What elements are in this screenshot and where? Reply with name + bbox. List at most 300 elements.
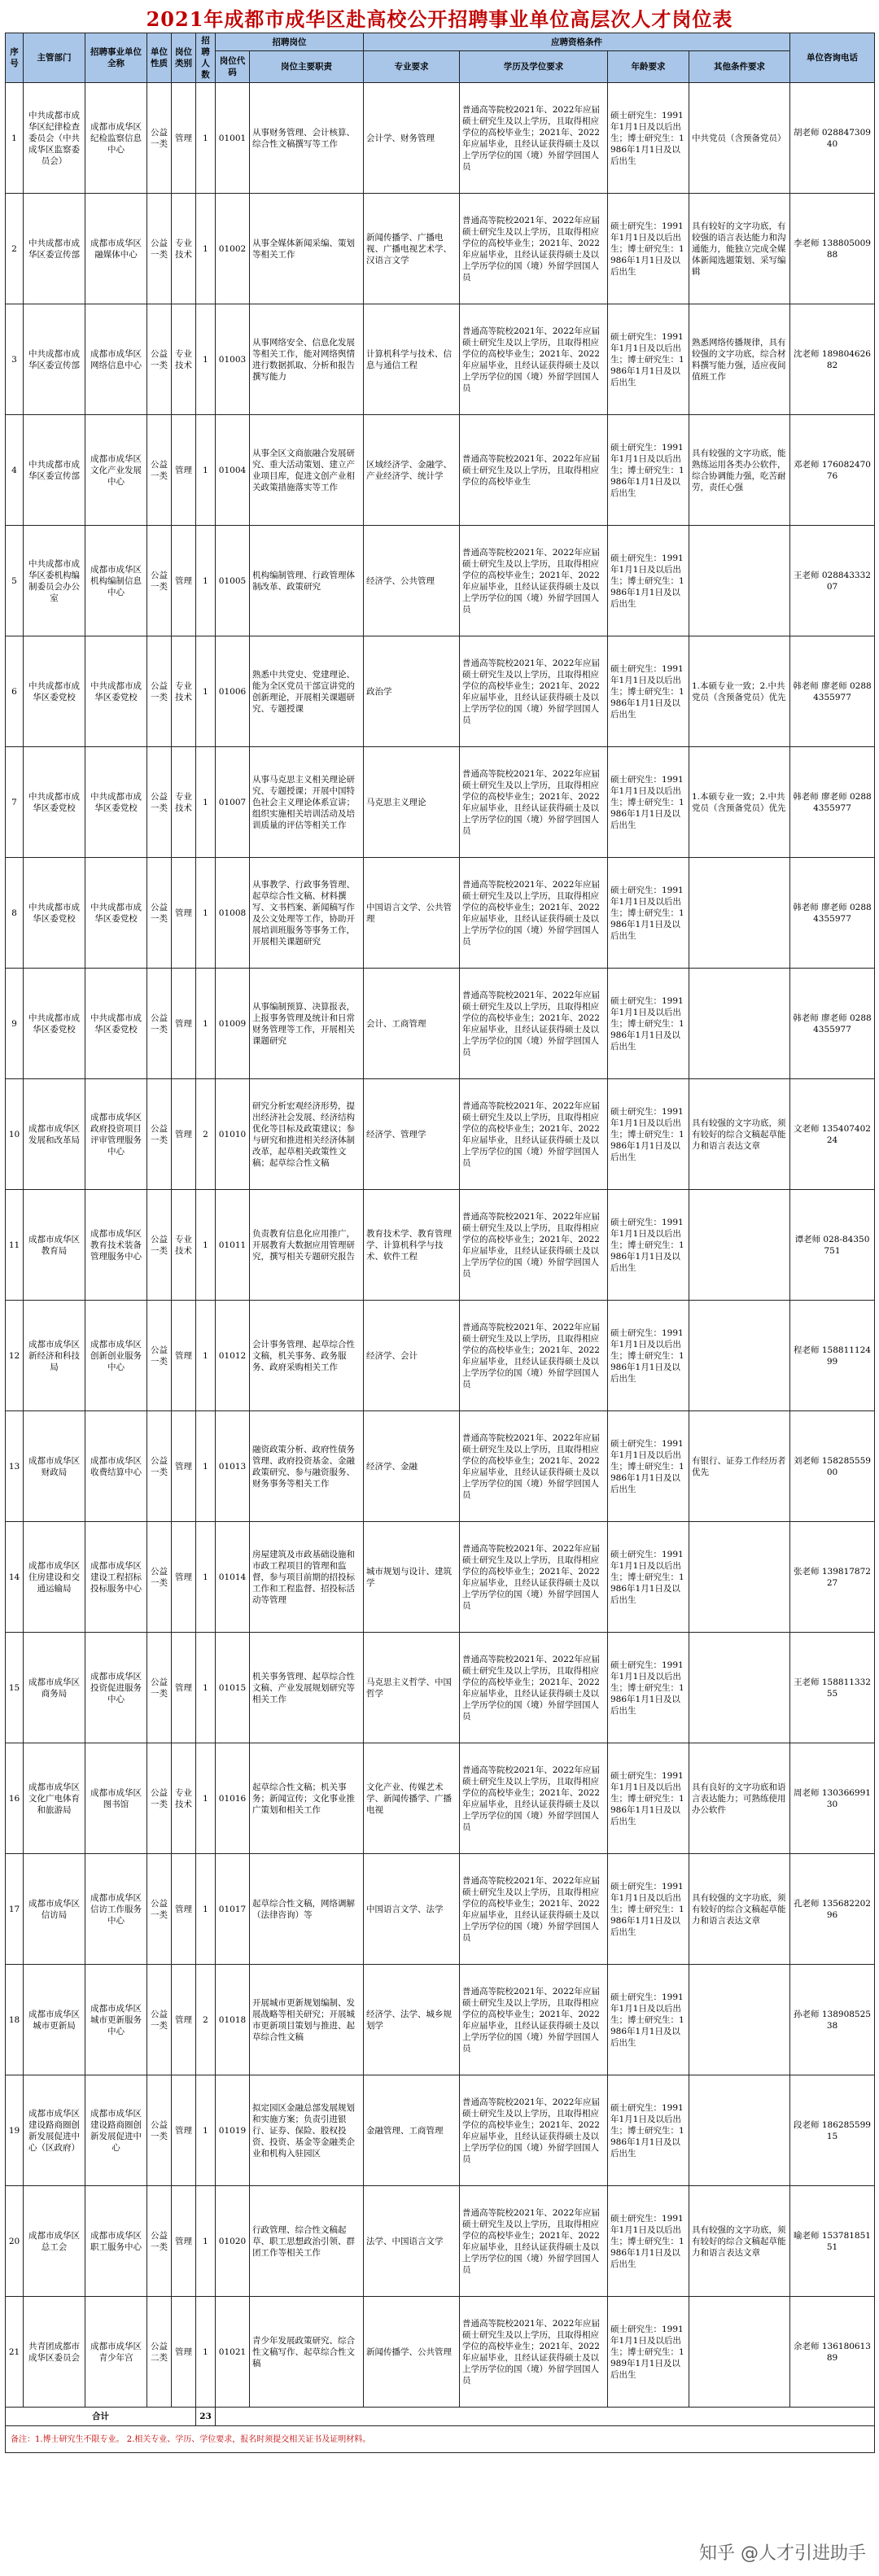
table-row (6, 1522, 875, 1633)
cell-other: 1.本硕专业一致；2.中共党员（含预备党员）优先 (689, 747, 790, 858)
cell-major: 计算机科学与技术、信息与通信工程 (364, 304, 460, 415)
cell-phone: 谭老师 028-84350751 (790, 1190, 875, 1301)
cell-phone: 孙老师 13890852538 (790, 1965, 875, 2075)
cell-ptype: 管理 (172, 858, 196, 969)
cell-duty: 从事马克思主义相关理论研究、专题授课；开展中国特色社会主义理论体系宣讲；组织实施相关培训活动及培训质量的评估等相关工作 (250, 747, 364, 858)
cell-code: 01021 (216, 2297, 250, 2408)
header-group-req: 应聘资格条件 (364, 33, 790, 51)
cell-edu: 普通高等院校2021年、2022年应届硕士研究生及以上学历，且取得相应学位的高校毕业生；2021年、2022年应届毕业，且经认证获得硕士及以上学历学位的国（境）外留学回国人员 (460, 2297, 608, 2408)
cell-duty: 从事财务管理、会计核算、综合性文稿撰写等工作 (250, 83, 364, 194)
cell-other: 中共党员（含预备党员） (689, 83, 790, 194)
header-nature: 单位性质 (147, 33, 172, 83)
cell-unit: 成都市成华区建设工程招标投标服务中心 (85, 1522, 147, 1633)
cell-duty: 从事全区文商旅融合发展研究、重大活动策划、建立产业项目库，促进文创产业相关政策措施落实等工作 (250, 415, 364, 526)
cell-ptype: 专业技术 (172, 1190, 196, 1301)
table-row (6, 1965, 875, 2075)
cell-major: 金融管理、工商管理 (364, 2075, 460, 2186)
cell-count: 1 (196, 1301, 216, 1411)
cell-ptype: 管理 (172, 83, 196, 194)
cell-age: 硕士研究生：1991年1月1日及以后出生；博士研究生：1986年1月1日及以后出生 (608, 304, 689, 415)
cell-major: 中国语言文学、法学 (364, 1854, 460, 1965)
cell-unit: 成都市成华区建设路商圈创新发展促进中心 (85, 2075, 147, 2186)
positions-table (5, 33, 875, 2453)
cell-age: 硕士研究生：1991年1月1日及以后出生；博士研究生：1986年1月1日及以后出生 (608, 526, 689, 636)
cell-ptype: 管理 (172, 415, 196, 526)
cell-major: 经济学、会计 (364, 1301, 460, 1411)
table-body (6, 83, 875, 2408)
total-count: 23 (196, 2408, 216, 2426)
cell-seq: 18 (6, 1965, 24, 2075)
notes: 备注：1.博士研究生不限专业。 2.相关专业、学历、学位要求，报名时须提交相关证书及证明材料。 (6, 2426, 875, 2453)
cell-major: 法学、中国语言文学 (364, 2186, 460, 2297)
cell-dept: 中共成都市成华区委宣传部 (24, 304, 85, 415)
table-row (6, 526, 875, 636)
cell-seq: 12 (6, 1301, 24, 1411)
cell-major: 政治学 (364, 636, 460, 747)
cell-other: 具有良好的文字功底和语言表达能力；可熟练使用办公软件 (689, 1743, 790, 1854)
cell-dept: 成都市成华区文化广电体育和旅游局 (24, 1743, 85, 1854)
cell-phone: 张老师 13981787227 (790, 1522, 875, 1633)
cell-duty: 拟定园区金融总部发展规划和实施方案；负责引进银行、证券、保险、股权投资、投资、基金等金融类企业和机构入驻园区 (250, 2075, 364, 2186)
cell-edu: 普通高等院校2021年、2022年应届硕士研究生及以上学历，且取得相应学位的高校毕业生；2021年、2022年应届毕业，且经认证获得硕士及以上学历学位的国（境）外留学回国人员 (460, 1190, 608, 1301)
cell-age: 硕士研究生：1991年1月1日及以后出生；博士研究生：1986年1月1日及以后出生 (608, 1743, 689, 1854)
table-row (6, 1411, 875, 1522)
cell-duty: 从事教学、行政事务管理、起草综合性文稿、材料撰写、文书档案、新闻稿写作及公文处理等工作，协助开展培训班服务等事务工作，开展相关课题研究 (250, 858, 364, 969)
cell-unit: 中共成都市成华区委党校 (85, 858, 147, 969)
cell-unit: 成都市成华区纪检监察信息中心 (85, 83, 147, 194)
cell-major: 新闻传播学、广播电视、广播电视艺术学、汉语言文学 (364, 194, 460, 304)
cell-unit: 成都市成华区投资促进服务中心 (85, 1633, 147, 1743)
cell-count: 1 (196, 526, 216, 636)
cell-duty: 起草综合性文稿；机关事务；新闻宣传；文化事业推广策划和相关工作 (250, 1743, 364, 1854)
cell-edu: 普通高等院校2021年、2022年应届硕士研究生及以上学历，且取得相应学位的高校毕业生；2021年、2022年应届毕业，且经认证获得硕士及以上学历学位的国（境）外留学回国人员 (460, 636, 608, 747)
cell-ptype: 管理 (172, 1079, 196, 1190)
cell-phone: 孔老师 13568220296 (790, 1854, 875, 1965)
cell-phone: 韩老师 廖老师 02884355977 (790, 969, 875, 1079)
cell-age: 硕士研究生：1991年1月1日及以后出生；博士研究生：1986年1月1日及以后出生 (608, 1190, 689, 1301)
cell-other (689, 1522, 790, 1633)
cell-code: 01018 (216, 1965, 250, 2075)
cell-duty: 从事网络安全、信息化发展等相关工作，能对网络舆情进行数据抓取、分析和报告撰写能力 (250, 304, 364, 415)
cell-dept: 成都市成华区总工会 (24, 2186, 85, 2297)
cell-other (689, 526, 790, 636)
cell-age: 硕士研究生：1991年1月1日及以后出生；博士研究生：1986年1月1日及以后出生 (608, 636, 689, 747)
cell-edu: 普通高等院校2021年、2022年应届硕士研究生及以上学历，且取得相应学位的高校毕业生；2021年、2022年应届毕业，且经认证获得硕士及以上学历学位的国（境）外留学回国人员 (460, 1743, 608, 1854)
cell-age: 硕士研究生：1991年1月1日及以后出生；博士研究生：1986年1月1日及以后出生 (608, 969, 689, 1079)
cell-seq: 15 (6, 1633, 24, 1743)
table-row (6, 2297, 875, 2408)
cell-unit: 成都市成华区融媒体中心 (85, 194, 147, 304)
cell-age: 硕士研究生：1991年1月1日及以后出生；博士研究生：1986年1月1日及以后出生 (608, 1079, 689, 1190)
cell-ptype: 专业技术 (172, 636, 196, 747)
cell-edu: 普通高等院校2021年、2022年应届硕士研究生及以上学历，且取得相应学位的高校毕业生；2021年、2022年应届毕业，且经认证获得硕士及以上学历学位的国（境）外留学回国人员 (460, 1301, 608, 1411)
cell-code: 01006 (216, 636, 250, 747)
cell-nature: 公益一类 (147, 1743, 172, 1854)
cell-phone: 胡老师 028847309 40 (790, 83, 875, 194)
cell-count: 2 (196, 1965, 216, 2075)
cell-other: 有银行、证券工作经历者优先 (689, 1411, 790, 1522)
cell-seq: 1 (6, 83, 24, 194)
cell-nature: 公益一类 (147, 526, 172, 636)
header-duty: 岗位主要职责 (250, 51, 364, 83)
cell-dept: 中共成都市成华区委机构编制委员会办公室 (24, 526, 85, 636)
cell-age: 硕士研究生：1991年1月1日及以后出生；博士研究生：1986年1月1日及以后出生 (608, 1633, 689, 1743)
cell-other (689, 1190, 790, 1301)
header-seq: 序号 (6, 33, 24, 83)
cell-nature: 公益一类 (147, 1854, 172, 1965)
cell-other (689, 2075, 790, 2186)
cell-unit: 成都市成华区机构编制信息中心 (85, 526, 147, 636)
cell-count: 1 (196, 2297, 216, 2408)
cell-age: 硕士研究生：1991年1月1日及以后出生；博士研究生：1986年1月1日及以后出生 (608, 194, 689, 304)
cell-duty: 负责教育信息化应用推广，开展教育大数据应用管理研究，撰写相关专题研究报告 (250, 1190, 364, 1301)
cell-major: 新闻传播学、公共管理 (364, 2297, 460, 2408)
cell-nature: 公益一类 (147, 2186, 172, 2297)
cell-other: 具有较好的文字功底，有较强的语言表达能力和沟通能力，能独立完成全媒体新闻选题策划、采写编辑 (689, 194, 790, 304)
cell-dept: 成都市成华区商务局 (24, 1633, 85, 1743)
header-other: 其他条件要求 (689, 51, 790, 83)
cell-seq: 19 (6, 2075, 24, 2186)
cell-other: 熟悉网络传播规律，具有较强的文字功底，综合材料撰写能力强，适应夜间值班工作 (689, 304, 790, 415)
table-row (6, 194, 875, 304)
cell-other (689, 1633, 790, 1743)
cell-count: 1 (196, 83, 216, 194)
cell-count: 1 (196, 2186, 216, 2297)
cell-edu: 普通高等院校2021年、2022年应届硕士研究生及以上学历，且取得相应学位的高校毕业生；2021年、2022年应届毕业，且经认证获得硕士及以上学历学位的国（境）外留学回国人员 (460, 1522, 608, 1633)
cell-ptype: 管理 (172, 1301, 196, 1411)
cell-duty: 会计事务管理、起草综合性文稿，机关事务、政务服务、政府采购相关工作 (250, 1301, 364, 1411)
header-phone: 单位咨询电话 (790, 33, 875, 83)
cell-duty: 房屋建筑及市政基础设施和市政工程项目的管理和监督，参与项目前期的招投标工作和工程监督、招投标活动等管理 (250, 1522, 364, 1633)
header-dept: 主管部门 (24, 33, 85, 83)
cell-ptype: 管理 (172, 1965, 196, 2075)
cell-seq: 5 (6, 526, 24, 636)
cell-seq: 14 (6, 1522, 24, 1633)
cell-dept: 成都市成华区城市更新局 (24, 1965, 85, 2075)
cell-count: 2 (196, 1079, 216, 1190)
cell-duty: 从事全媒体新闻采编、策划等相关工作 (250, 194, 364, 304)
table-row (6, 1079, 875, 1190)
cell-unit: 成都市成华区文化产业发展中心 (85, 415, 147, 526)
cell-edu: 普通高等院校2021年、2022年应届硕士研究生及以上学历，且取得相应学位的高校毕业生；2021年、2022年应届毕业，且经认证获得硕士及以上学历学位的国（境）外留学回国人员 (460, 858, 608, 969)
table-row (6, 1743, 875, 1854)
cell-duty: 熟悉中共党史、党建理论、能为全区党员干部宣讲党的创新理论，开展相关课题研究、专题授课 (250, 636, 364, 747)
cell-count: 1 (196, 969, 216, 1079)
cell-ptype: 专业技术 (172, 1743, 196, 1854)
cell-ptype: 管理 (172, 2186, 196, 2297)
table-row (6, 1633, 875, 1743)
header-group-position: 招聘岗位 (216, 33, 364, 51)
cell-code: 01014 (216, 1522, 250, 1633)
cell-duty: 青少年发展政策研究、综合性文稿写作、起草综合性文稿 (250, 2297, 364, 2408)
cell-edu: 普通高等院校2021年、2022年应届硕士研究生及以上学历，且取得相应学位的高校毕业生 (460, 415, 608, 526)
cell-age: 硕士研究生：1991年1月1日及以后出生；博士研究生：1986年1月1日及以后出生 (608, 83, 689, 194)
cell-duty: 行政管理、综合性文稿起草、职工思想政治引领、群团工作等相关工作 (250, 2186, 364, 2297)
cell-unit: 成都市成华区信访工作服务中心 (85, 1854, 147, 1965)
cell-other: 具有较强的文字功底，能熟练运用各类办公软件，综合协调能力强，吃苦耐劳，责任心强 (689, 415, 790, 526)
cell-dept: 中共成都市成华区委宣传部 (24, 415, 85, 526)
cell-other (689, 969, 790, 1079)
cell-phone: 文老师 13540740224 (790, 1079, 875, 1190)
cell-edu: 普通高等院校2021年、2022年应届硕士研究生及以上学历，且取得相应学位的高校毕业生；2021年、2022年应届毕业，且经认证获得硕士及以上学历学位的国（境）外留学回国人员 (460, 1411, 608, 1522)
cell-seq: 7 (6, 747, 24, 858)
page-title: 2021年成都市成华区赴高校公开招聘事业单位高层次人才岗位表 (146, 7, 733, 31)
cell-age: 硕士研究生：1991年1月1日及以后出生；博士研究生：1986年1月1日及以后出生 (608, 747, 689, 858)
cell-ptype: 管理 (172, 1633, 196, 1743)
cell-ptype: 专业技术 (172, 304, 196, 415)
cell-dept: 成都市成华区财政局 (24, 1411, 85, 1522)
cell-major: 会计学、财务管理 (364, 83, 460, 194)
table-row (6, 1854, 875, 1965)
cell-code: 01004 (216, 415, 250, 526)
cell-count: 1 (196, 194, 216, 304)
cell-count: 1 (196, 858, 216, 969)
cell-edu: 普通高等院校2021年、2022年应届硕士研究生及以上学历，且取得相应学位的高校毕业生；2021年、2022年应届毕业，且经认证获得硕士及以上学历学位的国（境）外留学回国人员 (460, 1079, 608, 1190)
cell-nature: 公益一类 (147, 304, 172, 415)
cell-phone: 邓老师 17608247076 (790, 415, 875, 526)
total-blank (216, 2408, 875, 2426)
cell-major: 马克思主义理论 (364, 747, 460, 858)
cell-code: 01010 (216, 1079, 250, 1190)
cell-other (689, 1965, 790, 2075)
cell-unit: 成都市成华区城市更新服务中心 (85, 1965, 147, 2075)
cell-count: 1 (196, 1190, 216, 1301)
cell-code: 01008 (216, 858, 250, 969)
cell-other (689, 858, 790, 969)
cell-seq: 2 (6, 194, 24, 304)
cell-unit: 成都市成华区政府投资项目评审管理服务中心 (85, 1079, 147, 1190)
cell-phone: 韩老师 廖老师 02884355977 (790, 747, 875, 858)
cell-seq: 13 (6, 1411, 24, 1522)
cell-edu: 普通高等院校2021年、2022年应届硕士研究生及以上学历，且取得相应学位的高校毕业生；2021年、2022年应届毕业，且经认证获得硕士及以上学历学位的国（境）外留学回国人员 (460, 747, 608, 858)
cell-age: 硕士研究生：1991年1月1日及以后出生；博士研究生：1989年1月1日及以后出生 (608, 2297, 689, 2408)
cell-count: 1 (196, 1854, 216, 1965)
cell-dept: 中共成都市成华区委党校 (24, 858, 85, 969)
cell-age: 硕士研究生：1991年1月1日及以后出生；博士研究生：1986年1月1日及以后出生 (608, 2186, 689, 2297)
cell-phone: 李老师 13880500988 (790, 194, 875, 304)
cell-dept: 中共成都市成华区委党校 (24, 969, 85, 1079)
cell-nature: 公益一类 (147, 2075, 172, 2186)
cell-code: 01011 (216, 1190, 250, 1301)
cell-dept: 中共成都市成华区纪律检查委员会（中共成华区监察委员会） (24, 83, 85, 194)
cell-nature: 公益一类 (147, 969, 172, 1079)
cell-ptype: 专业技术 (172, 194, 196, 304)
cell-count: 1 (196, 304, 216, 415)
cell-unit: 中共成都市成华区委党校 (85, 747, 147, 858)
cell-major: 马克思主义哲学、中国哲学 (364, 1633, 460, 1743)
cell-unit: 成都市成华区青少年宫 (85, 2297, 147, 2408)
cell-age: 硕士研究生：1991年1月1日及以后出生；博士研究生：1986年1月1日及以后出生 (608, 858, 689, 969)
cell-duty: 从事编制预算、决算报表，上报事务管理及统计和日常财务管理等工作，开展相关课题研究 (250, 969, 364, 1079)
cell-duty: 开展城市更新规划编制、发展战略等相关研究；开展城市更新项目策划与推进、起草综合性文稿 (250, 1965, 364, 2075)
cell-code: 01019 (216, 2075, 250, 2186)
cell-ptype: 管理 (172, 969, 196, 1079)
cell-phone: 余老师 13618061389 (790, 2297, 875, 2408)
cell-edu: 普通高等院校2021年、2022年应届硕士研究生及以上学历，且取得相应学位的高校毕业生；2021年、2022年应届毕业，且经认证获得硕士及以上学历学位的国（境）外留学回国人员 (460, 1965, 608, 2075)
cell-nature: 公益一类 (147, 1190, 172, 1301)
cell-age: 硕士研究生：1991年1月1日及以后出生；博士研究生：1986年1月1日及以后出生 (608, 1301, 689, 1411)
cell-major: 中国语言文学、公共管理 (364, 858, 460, 969)
cell-count: 1 (196, 2075, 216, 2186)
cell-nature: 公益一类 (147, 1965, 172, 2075)
cell-code: 01013 (216, 1411, 250, 1522)
cell-age: 硕士研究生：1991年1月1日及以后出生；博士研究生：1986年1月1日及以后出生 (608, 2075, 689, 2186)
cell-age: 硕士研究生：1991年1月1日及以后出生；博士研究生：1986年1月1日及以后出生 (608, 1522, 689, 1633)
cell-unit: 成都市成华区图书馆 (85, 1743, 147, 1854)
cell-unit: 成都市成华区教育技术装备管理服务中心 (85, 1190, 147, 1301)
cell-phone: 刘老师 15828555900 (790, 1411, 875, 1522)
cell-dept: 中共成都市成华区委党校 (24, 636, 85, 747)
cell-dept: 共青团成都市成华区委员会 (24, 2297, 85, 2408)
table-row (6, 858, 875, 969)
cell-dept: 成都市成华区建设路商圈创新发展促进中心（区政府） (24, 2075, 85, 2186)
cell-duty: 机构编制管理、行政管理体制改革、政策研究 (250, 526, 364, 636)
cell-code: 01002 (216, 194, 250, 304)
cell-seq: 3 (6, 304, 24, 415)
cell-count: 1 (196, 1522, 216, 1633)
cell-major: 经济学、金融 (364, 1411, 460, 1522)
cell-code: 01012 (216, 1301, 250, 1411)
cell-nature: 公益一类 (147, 1411, 172, 1522)
cell-unit: 中共成都市成华区委党校 (85, 636, 147, 747)
cell-phone: 喻老师 15378185151 (790, 2186, 875, 2297)
cell-edu: 普通高等院校2021年、2022年应届硕士研究生及以上学历，且取得相应学位的高校毕业生；2021年、2022年应届毕业，且经认证获得硕士及以上学历学位的国（境）外留学回国人员 (460, 83, 608, 194)
cell-phone: 韩老师 廖老师 02884355977 (790, 636, 875, 747)
cell-dept: 成都市成华区新经济和科技局 (24, 1301, 85, 1411)
cell-seq: 20 (6, 2186, 24, 2297)
cell-major: 经济学、公共管理 (364, 526, 460, 636)
table-row (6, 636, 875, 747)
cell-other: 具有较强的文字功底，须有较好的综合文稿起草能力和语言表达文章 (689, 1854, 790, 1965)
cell-duty: 融资政策分析、政府性债务管理、政府投资基金、金融政策研究、参与融资服务、财务事务等相关工作 (250, 1411, 364, 1522)
cell-major: 城市规划与设计、建筑学 (364, 1522, 460, 1633)
header-major: 专业要求 (364, 51, 460, 83)
cell-count: 1 (196, 1743, 216, 1854)
cell-phone: 王老师 02884333207 (790, 526, 875, 636)
cell-nature: 公益一类 (147, 1633, 172, 1743)
cell-seq: 9 (6, 969, 24, 1079)
table-row (6, 969, 875, 1079)
table-row (6, 304, 875, 415)
header-age: 年龄要求 (608, 51, 689, 83)
table-row (6, 415, 875, 526)
cell-seq: 16 (6, 1743, 24, 1854)
cell-major: 教育技术学、教育管理学、计算机科学与技术、软件工程 (364, 1190, 460, 1301)
cell-other: 1.本硕专业一致；2.中共党员（含预备党员）优先 (689, 636, 790, 747)
table-row (6, 1301, 875, 1411)
cell-phone: 周老师 13036699130 (790, 1743, 875, 1854)
cell-ptype: 管理 (172, 2297, 196, 2408)
cell-edu: 普通高等院校2021年、2022年应届硕士研究生及以上学历，且取得相应学位的高校毕业生；2021年、2022年应届毕业，且经认证获得硕士及以上学历学位的国（境）外留学回国人员 (460, 194, 608, 304)
cell-code: 01009 (216, 969, 250, 1079)
header-edu: 学历及学位要求 (460, 51, 608, 83)
cell-other (689, 1301, 790, 1411)
cell-code: 01001 (216, 83, 250, 194)
table-row (6, 2186, 875, 2297)
cell-unit: 成都市成华区网络信息中心 (85, 304, 147, 415)
cell-nature: 公益二类 (147, 2297, 172, 2408)
cell-seq: 8 (6, 858, 24, 969)
cell-count: 1 (196, 636, 216, 747)
cell-unit: 成都市成华区创新创业服务中心 (85, 1301, 147, 1411)
cell-unit: 成都市成华区职工服务中心 (85, 2186, 147, 2297)
cell-ptype: 管理 (172, 1522, 196, 1633)
cell-code: 01017 (216, 1854, 250, 1965)
cell-nature: 公益一类 (147, 83, 172, 194)
cell-unit: 成都市成华区收费结算中心 (85, 1411, 147, 1522)
cell-age: 硕士研究生：1991年1月1日及以后出生；博士研究生：1986年1月1日及以后出生 (608, 1854, 689, 1965)
header-ptype: 岗位类别 (172, 33, 196, 83)
cell-major: 区域经济学、金融学、产业经济学、统计学 (364, 415, 460, 526)
cell-seq: 17 (6, 1854, 24, 1965)
cell-edu: 普通高等院校2021年、2022年应届硕士研究生及以上学历，且取得相应学位的高校毕业生；2021年、2022年应届毕业，且经认证获得硕士及以上学历学位的国（境）外留学回国人员 (460, 1854, 608, 1965)
cell-edu: 普通高等院校2021年、2022年应届硕士研究生及以上学历，且取得相应学位的高校毕业生；2021年、2022年应届毕业，且经认证获得硕士及以上学历学位的国（境）外留学回国人员 (460, 1633, 608, 1743)
cell-seq: 10 (6, 1079, 24, 1190)
header-code: 岗位代码 (216, 51, 250, 83)
cell-major: 会计、工商管理 (364, 969, 460, 1079)
cell-nature: 公益一类 (147, 747, 172, 858)
cell-nature: 公益一类 (147, 1079, 172, 1190)
cell-dept: 成都市成华区教育局 (24, 1190, 85, 1301)
cell-code: 01003 (216, 304, 250, 415)
cell-ptype: 管理 (172, 2075, 196, 2186)
cell-major: 经济学、法学、城乡规划学 (364, 1965, 460, 2075)
cell-code: 01007 (216, 747, 250, 858)
cell-nature: 公益一类 (147, 636, 172, 747)
cell-unit: 中共成都市成华区委党校 (85, 969, 147, 1079)
cell-count: 1 (196, 1411, 216, 1522)
cell-nature: 公益一类 (147, 858, 172, 969)
cell-nature: 公益一类 (147, 194, 172, 304)
cell-edu: 普通高等院校2021年、2022年应届硕士研究生及以上学历，且取得相应学位的高校毕业生；2021年、2022年应届毕业，且经认证获得硕士及以上学历学位的国（境）外留学回国人员 (460, 2075, 608, 2186)
cell-duty: 机关事务管理、起草综合性文稿、产业发展规划研究等相关工作 (250, 1633, 364, 1743)
table-row (6, 83, 875, 194)
header-unit: 招聘事业单位全称 (85, 33, 147, 83)
total-label: 合计 (6, 2408, 196, 2426)
cell-phone: 程老师 15881112499 (790, 1301, 875, 1411)
cell-major: 文化产业、传媒艺术学、新闻传播学、广播电视 (364, 1743, 460, 1854)
cell-seq: 6 (6, 636, 24, 747)
cell-age: 硕士研究生：1991年1月1日及以后出生；博士研究生：1986年1月1日及以后出生 (608, 1965, 689, 2075)
cell-count: 1 (196, 1633, 216, 1743)
table-row (6, 747, 875, 858)
cell-seq: 11 (6, 1190, 24, 1301)
cell-edu: 普通高等院校2021年、2022年应届硕士研究生及以上学历，且取得相应学位的高校毕业生；2021年、2022年应届毕业，且经认证获得硕士及以上学历学位的国（境）外留学回国人员 (460, 969, 608, 1079)
cell-nature: 公益一类 (147, 415, 172, 526)
table-row (6, 1190, 875, 1301)
cell-phone: 沈老师 18980462682 (790, 304, 875, 415)
cell-ptype: 管理 (172, 1854, 196, 1965)
cell-major: 经济学、管理学 (364, 1079, 460, 1190)
cell-age: 硕士研究生：1991年1月1日及以后出生；博士研究生：1986年1月1日及以后出生 (608, 1411, 689, 1522)
cell-nature: 公益一类 (147, 1522, 172, 1633)
cell-duty: 起草综合性文稿，网络调解（法律咨询）等 (250, 1854, 364, 1965)
cell-age: 硕士研究生：1991年1月1日及以后出生；博士研究生：1986年1月1日及以后出生 (608, 415, 689, 526)
cell-dept: 成都市成华区信访局 (24, 1854, 85, 1965)
cell-count: 1 (196, 415, 216, 526)
cell-dept: 成都市成华区发展和改革局 (24, 1079, 85, 1190)
cell-code: 01016 (216, 1743, 250, 1854)
cell-code: 01015 (216, 1633, 250, 1743)
cell-duty: 研究分析宏观经济形势，提出经济社会发展、经济结构优化等目标及政策建议；参与研究和推进相关经济体制改革，起草相关政策性文稿；起草综合性文稿 (250, 1079, 364, 1190)
cell-seq: 4 (6, 415, 24, 526)
cell-nature: 公益一类 (147, 1301, 172, 1411)
table-row (6, 2075, 875, 2186)
cell-edu: 普通高等院校2021年、2022年应届硕士研究生及以上学历，且取得相应学位的高校毕业生；2021年、2022年应届毕业，且经认证获得硕士及以上学历学位的国（境）外留学回国人员 (460, 304, 608, 415)
cell-edu: 普通高等院校2021年、2022年应届硕士研究生及以上学历，且取得相应学位的高校毕业生；2021年、2022年应届毕业，且经认证获得硕士及以上学历学位的国（境）外留学回国人员 (460, 2186, 608, 2297)
cell-ptype: 管理 (172, 526, 196, 636)
cell-dept: 成都市成华区住房建设和交通运输局 (24, 1522, 85, 1633)
